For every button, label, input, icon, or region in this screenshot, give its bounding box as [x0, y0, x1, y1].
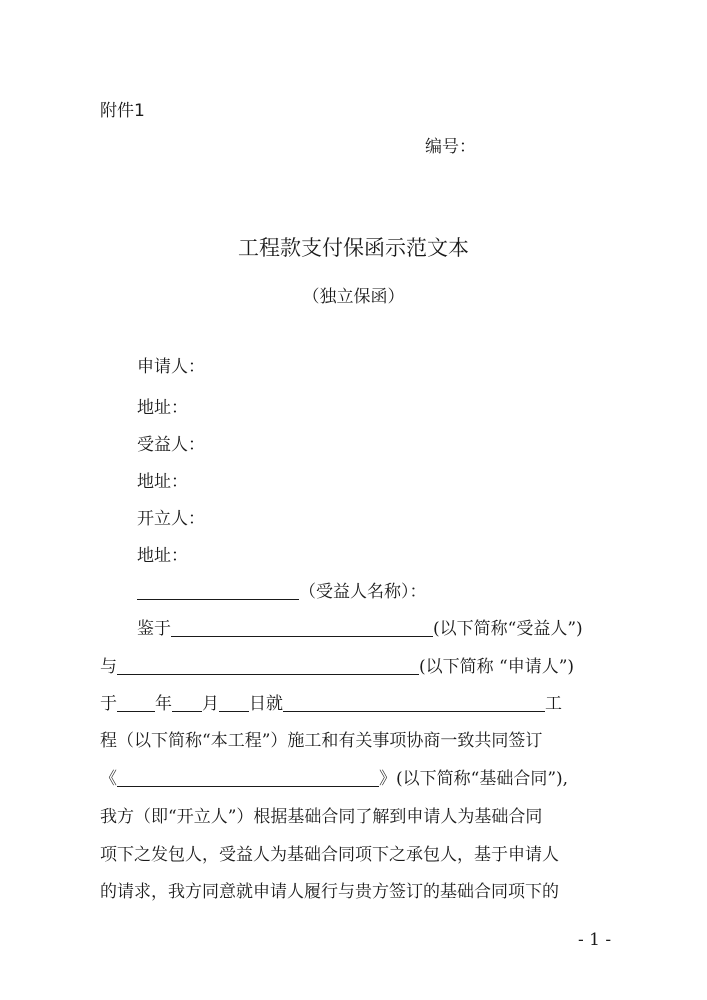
salutation-line [137, 577, 427, 602]
l2-prefix: 与 [100, 657, 117, 677]
l5-suffix: 》(以下简称“基础合同”), [379, 769, 569, 789]
applicant-address-label: 地址： [137, 398, 188, 418]
project-name-blank [283, 693, 545, 712]
beneficiary-label: 受益人： [137, 435, 205, 455]
issuer-address-label: 地址： [137, 546, 188, 566]
body-line-7: 项下之发包人，受益人为基础合同项下之承包人，基于申请人 [100, 845, 559, 865]
body-line-5 [100, 764, 568, 789]
body-line-1 [137, 614, 583, 639]
beneficiary-blank [171, 618, 433, 637]
contract-name-blank [117, 768, 379, 787]
l3-gong: 工 [545, 694, 562, 714]
issuer-label: 开立人： [137, 509, 205, 529]
l3-yu: 于 [100, 694, 117, 714]
body-line-8: 的请求，我方同意就申请人履行与贵方签订的基础合同项下的 [100, 882, 559, 902]
applicant-blank [117, 656, 419, 675]
applicant-label: 申请人： [137, 357, 205, 377]
salutation-suffix: （受益人名称）： [299, 582, 427, 602]
l3-yue: 月 [202, 694, 219, 714]
document-subtitle: （独立保函） [302, 287, 405, 307]
l3-nian: 年 [155, 694, 172, 714]
document-number-label: 编号： [425, 137, 476, 157]
body-line-2 [100, 652, 574, 677]
attachment-label: 附件1 [100, 101, 145, 121]
page-number: - 1 - [578, 930, 612, 950]
year-blank [117, 693, 155, 712]
l2-suffix: (以下简称 “申请人”) [419, 657, 575, 677]
month-blank [172, 693, 202, 712]
day-blank [219, 693, 249, 712]
l1-prefix: 鉴于 [137, 619, 171, 639]
l1-suffix: (以下简称“受益人”) [433, 619, 583, 639]
body-line-4: 程（以下简称“本工程”）施工和有关事项协商一致共同签订 [100, 731, 543, 751]
beneficiary-address-label: 地址： [137, 472, 188, 492]
beneficiary-name-blank [137, 581, 299, 600]
body-line-6: 我方（即“开立人”）根据基础合同了解到申请人为基础合同 [100, 807, 543, 827]
l3-rijiu: 日就 [249, 694, 283, 714]
body-line-3 [100, 689, 562, 714]
document-title: 工程款支付保函示范文本 [238, 236, 469, 260]
l5-prefix: 《 [100, 769, 117, 789]
